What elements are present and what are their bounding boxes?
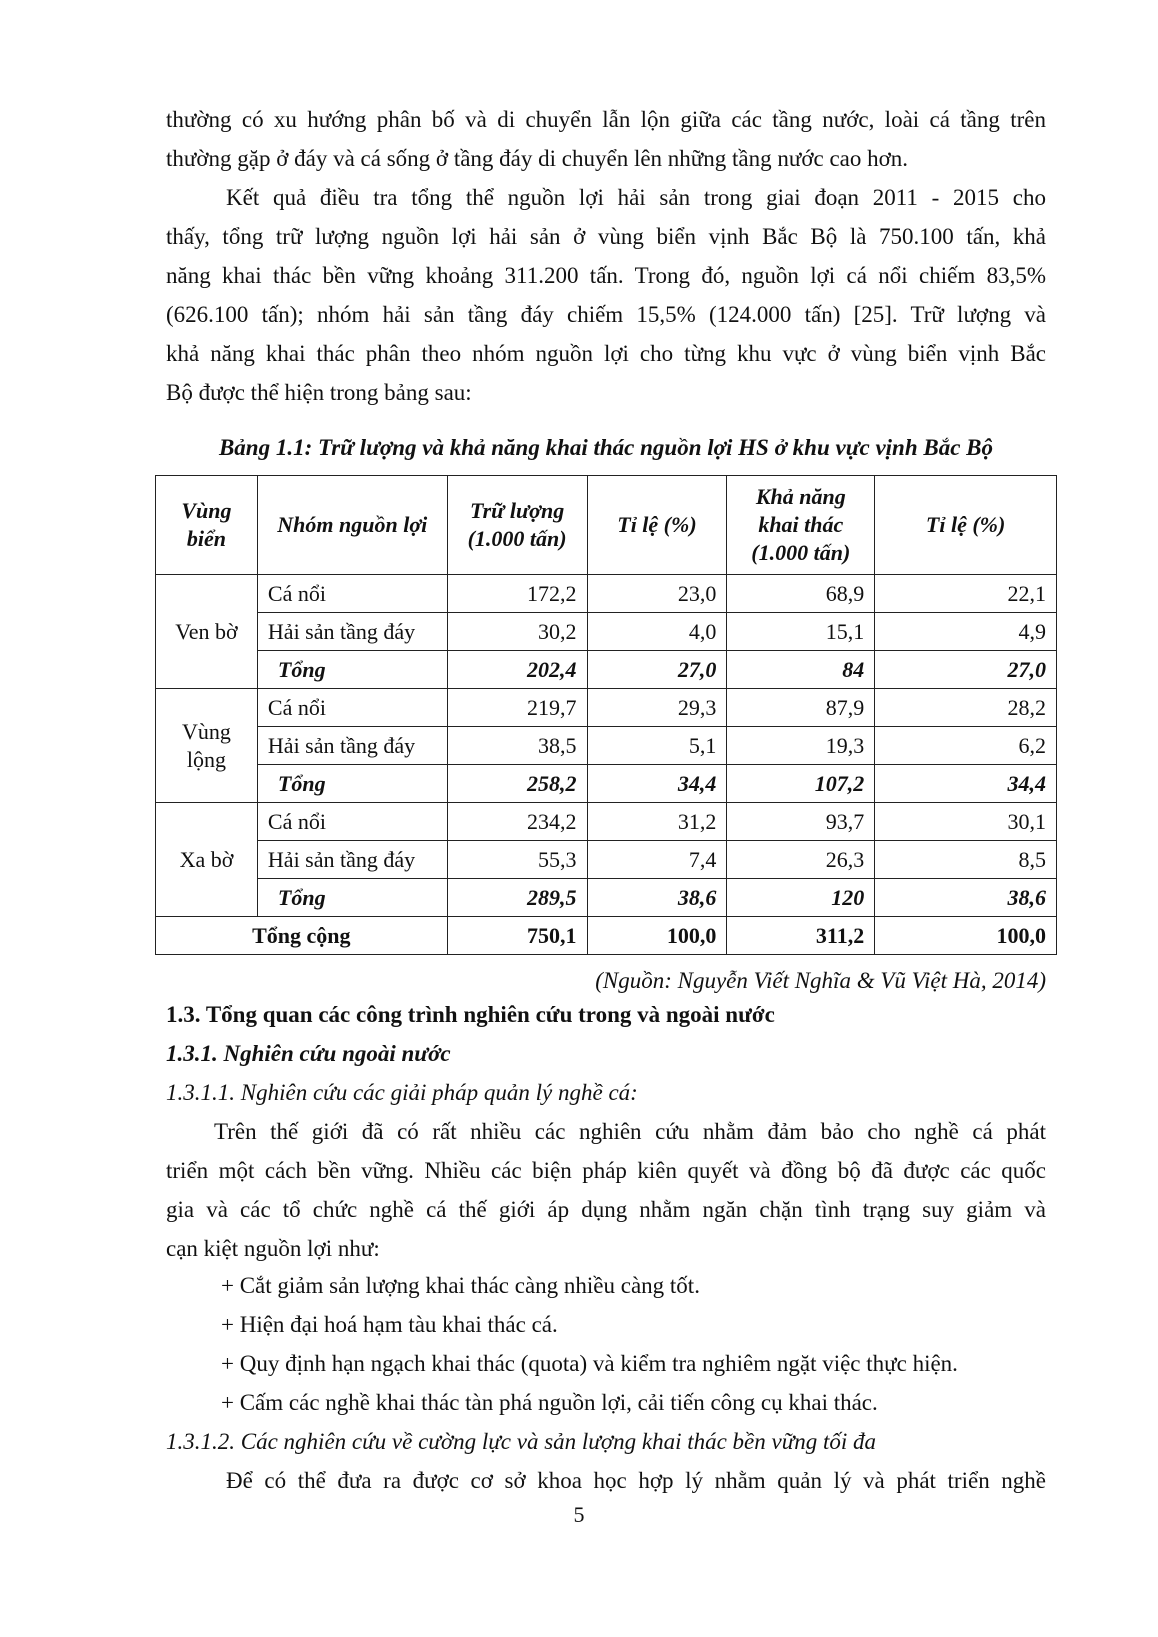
- section-heading-1-3-1-2: 1.3.1.2. Các nghiên cứu về cường lực và sản lượng khai thác bền vững tối đa: [166, 1429, 877, 1454]
- capacity-cell: 107,2: [727, 765, 875, 803]
- capacity-cell: 87,9: [727, 689, 875, 727]
- reserve-cell: 234,2: [447, 803, 587, 841]
- group-cell: Hải sản tầng đáy: [257, 613, 447, 651]
- table-row: [156, 841, 1057, 879]
- ratio2-cell: 30,1: [875, 803, 1057, 841]
- grand-total-label: Tổng cộng: [156, 917, 448, 955]
- body-text-line: Kết quả điều tra tổng thể nguồn lợi hải sản trong giai đoạn 2011 - 2015 cho: [226, 185, 1046, 210]
- ratio2-cell: 22,1: [875, 575, 1057, 613]
- bullet-item: + Cắt giảm sản lượng khai thác càng nhiều càng tốt.: [221, 1273, 700, 1298]
- ratio2-cell: 4,9: [875, 613, 1057, 651]
- capacity-cell: 93,7: [727, 803, 875, 841]
- body-text-line: khả năng khai thác phân theo nhóm nguồn lợi cho từng khu vực ở vùng biển vịnh Bắc: [166, 341, 1046, 366]
- table-row: [156, 613, 1057, 651]
- group-cell: Cá nổi: [257, 689, 447, 727]
- ratio1-cell: 23,0: [587, 575, 727, 613]
- reserve-cell: 258,2: [447, 765, 587, 803]
- table-row: [156, 575, 1057, 613]
- bullet-item: + Quy định hạn ngạch khai thác (quota) và kiểm tra nghiêm ngặt việc thực hiện.: [221, 1351, 958, 1376]
- capacity-cell: 120: [727, 879, 875, 917]
- capacity-cell: 26,3: [727, 841, 875, 879]
- group-cell: Tổng: [257, 879, 447, 917]
- body-text-line: năng khai thác bền vững khoảng 311.200 tấn. Trong đó, nguồn lợi cá nổi chiếm 83,5%: [166, 263, 1046, 288]
- header-ratio2: Tỉ lệ (%): [875, 476, 1057, 575]
- region-cell: Xa bờ: [156, 803, 258, 917]
- ratio1-cell: 5,1: [587, 727, 727, 765]
- table-subtotal-row: [156, 879, 1057, 917]
- table-row: [156, 727, 1057, 765]
- ratio1-cell: 34,4: [587, 765, 727, 803]
- body-text-line: Để có thể đưa ra được cơ sở khoa học hợp lý nhằm quản lý và phát triển nghề: [226, 1468, 1046, 1493]
- reserve-cell: 202,4: [447, 651, 587, 689]
- group-cell: Cá nổi: [257, 803, 447, 841]
- capacity-cell: 15,1: [727, 613, 875, 651]
- ratio1-cell: 100,0: [587, 917, 727, 955]
- body-text-line: Trên thế giới đã có rất nhiều các nghiên cứu nhằm đảm bảo cho nghề cá phát: [214, 1119, 1046, 1144]
- capacity-cell: 311,2: [727, 917, 875, 955]
- table-source-note: (Nguồn: Nguyễn Viết Nghĩa & Vũ Việt Hà, 2014): [595, 968, 1046, 993]
- bullet-item: + Hiện đại hoá hạm tàu khai thác cá.: [221, 1312, 558, 1337]
- ratio2-cell: 34,4: [875, 765, 1057, 803]
- header-ratio1: Tỉ lệ (%): [587, 476, 727, 575]
- table-caption: Bảng 1.1: Trữ lượng và khả năng khai thác nguồn lợi HS ở khu vực vịnh Bắc Bộ: [218, 435, 994, 460]
- region-cell: Ven bờ: [156, 575, 258, 689]
- group-cell: Hải sản tầng đáy: [257, 727, 447, 765]
- reserve-cell: 38,5: [447, 727, 587, 765]
- ratio1-cell: 29,3: [587, 689, 727, 727]
- ratio1-cell: 4,0: [587, 613, 727, 651]
- header-capacity: Khả năng khai thác (1.000 tấn): [727, 476, 875, 575]
- body-text-line: thường gặp ở đáy và cá sống ở tầng đáy di chuyển lên những tầng nước cao hơn.: [166, 146, 909, 171]
- capacity-cell: 19,3: [727, 727, 875, 765]
- body-text-line: gia và các tổ chức nghề cá thế giới áp dụng nhằm ngăn chặn tình trạng suy giảm và: [166, 1197, 1046, 1222]
- ratio2-cell: 28,2: [875, 689, 1057, 727]
- ratio2-cell: 38,6: [875, 879, 1057, 917]
- reserve-cell: 750,1: [447, 917, 587, 955]
- page-number: 5: [573, 1502, 585, 1527]
- table-row: [156, 689, 1057, 727]
- resource-table: [155, 475, 1057, 955]
- reserve-cell: 172,2: [447, 575, 587, 613]
- ratio2-cell: 6,2: [875, 727, 1057, 765]
- header-region: Vùng biển: [156, 476, 258, 575]
- table-row: [156, 803, 1057, 841]
- reserve-cell: 55,3: [447, 841, 587, 879]
- header-group: Nhóm nguồn lợi: [257, 476, 447, 575]
- table-subtotal-row: [156, 651, 1057, 689]
- bullet-item: + Cấm các nghề khai thác tàn phá nguồn lợi, cải tiến công cụ khai thác.: [221, 1390, 878, 1415]
- header-reserve: Trữ lượng (1.000 tấn): [447, 476, 587, 575]
- region-cell: Vùng lộng: [156, 689, 258, 803]
- reserve-cell: 289,5: [447, 879, 587, 917]
- reserve-cell: 219,7: [447, 689, 587, 727]
- capacity-cell: 84: [727, 651, 875, 689]
- ratio2-cell: 100,0: [875, 917, 1057, 955]
- reserve-cell: 30,2: [447, 613, 587, 651]
- body-text-line: triển một cách bền vững. Nhiều các biện pháp kiên quyết và đồng bộ đã được các quốc: [166, 1158, 1046, 1183]
- ratio1-cell: 27,0: [587, 651, 727, 689]
- table-header-row: [156, 476, 1057, 575]
- table-grand-total-row: [156, 917, 1057, 955]
- capacity-cell: 68,9: [727, 575, 875, 613]
- group-cell: Tổng: [257, 765, 447, 803]
- body-text-line: cạn kiệt nguồn lợi như:: [166, 1236, 380, 1261]
- body-text-line: Bộ được thể hiện trong bảng sau:: [166, 380, 472, 405]
- body-text-line: thường có xu hướng phân bố và di chuyển lẫn lộn giữa các tầng nước, loài cá tầng trên: [166, 107, 1046, 132]
- section-heading-1-3: 1.3. Tổng quan các công trình nghiên cứu trong và ngoài nước: [166, 1002, 775, 1027]
- ratio1-cell: 7,4: [587, 841, 727, 879]
- ratio2-cell: 27,0: [875, 651, 1057, 689]
- ratio1-cell: 31,2: [587, 803, 727, 841]
- ratio1-cell: 38,6: [587, 879, 727, 917]
- group-cell: Tổng: [257, 651, 447, 689]
- group-cell: Hải sản tầng đáy: [257, 841, 447, 879]
- section-heading-1-3-1-1: 1.3.1.1. Nghiên cứu các giải pháp quản lý nghề cá:: [166, 1080, 638, 1105]
- ratio2-cell: 8,5: [875, 841, 1057, 879]
- table-subtotal-row: [156, 765, 1057, 803]
- group-cell: Cá nổi: [257, 575, 447, 613]
- body-text-line: thấy, tổng trữ lượng nguồn lợi hải sản ở vùng biển vịnh Bắc Bộ là 750.100 tấn, khả: [166, 224, 1046, 249]
- body-text-line: (626.100 tấn); nhóm hải sản tầng đáy chiếm 15,5% (124.000 tấn) [25]. Trữ lượng và: [166, 302, 1046, 327]
- section-heading-1-3-1: 1.3.1. Nghiên cứu ngoài nước: [166, 1041, 451, 1066]
